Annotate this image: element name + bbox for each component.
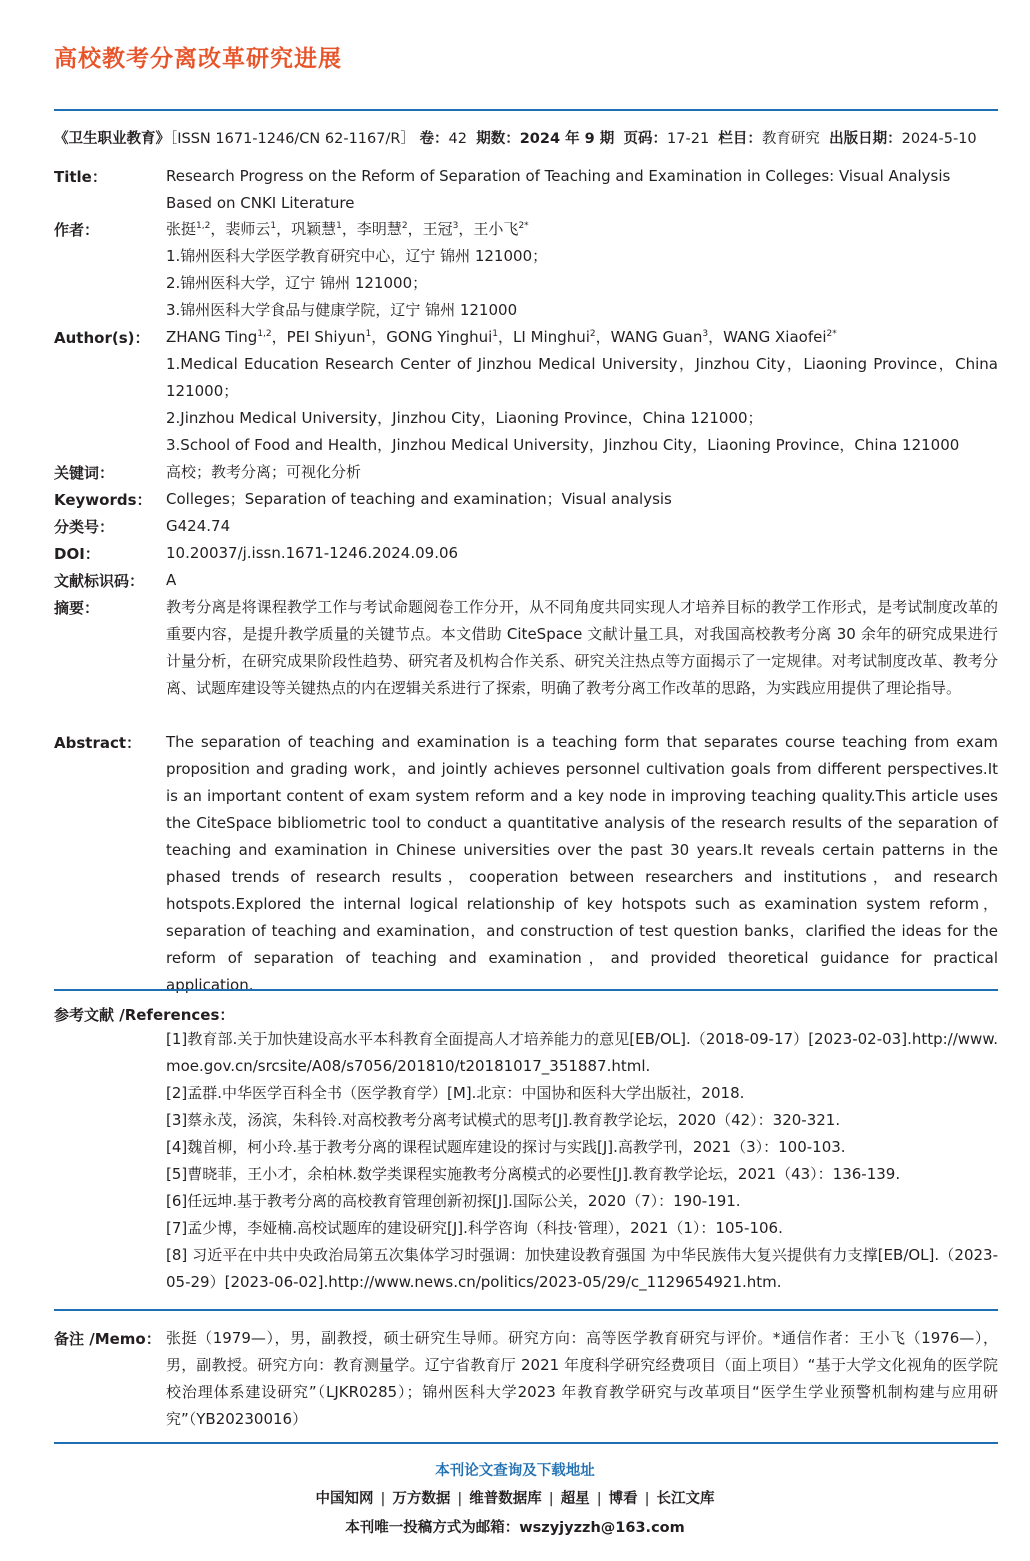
references-label: 参考文献 /References： [54,1006,235,1024]
reference-item: [1]教育部.关于加快建设高水平本科教育全面提高人才培养能力的意见[EB/OL].（2018-09-17）[2023-02-03].http://www.moe.gov.cn/srcsite/A08/s7056/201810/t20181017_351887.html. [166,1030,998,1075]
authors-cn: 张挺$^{1,2}$，裴师云$^1$，巩颖慧$^1$，李明慧$^2$，王冠$^3$，王小飞$^{2*}$ [166,220,529,238]
database-link[interactable]: 中国知网 [315,1491,374,1507]
doi-link[interactable]: 10.20037/j.issn.1671-1246.2024.09.06 [166,544,459,562]
database-link[interactable]: 维普数据库 [469,1491,542,1507]
field-label: Author(s)： [54,329,150,347]
reference-item: [4]魏首柳，柯小玲.基于教考分离的课程试题库建设的探讨与实践[J].高教学刊，2021（3）：100-103. [166,1138,846,1156]
author-affiliation-mark: 2 [401,221,408,231]
field-label: 文献标识码： [54,572,145,590]
keywords-cn: 高校；教考分离；可视化分析 [166,463,362,481]
link-separator: | [457,1491,463,1507]
date-label: 出版日期： [829,131,902,147]
author-name: 李明慧 [356,220,402,238]
author-name: GONG Yinghui [386,328,493,346]
field-label: Keywords： [54,491,152,509]
field-keywords-en [54,486,998,513]
reference-item: [8] 习近平在中共中央政治局第五次集体学习时强调：加快建设教育强国 为中华民族伟大复兴提供有力支撑[EB/OL].（2023-05-29）[2023-06-02].http://www.news.cn/politics/2023-05/29/c_1129654921.htm. [166,1246,998,1291]
field-keywords-cn [54,459,998,486]
pages-value: 17-21 [667,131,710,147]
footer-title: 本刊论文查询及下载地址 [435,1463,595,1479]
affiliation-en: 1.Medical Education Research Center of Jinzhou Medical University，Jinzhou City，Liaoning Province，China 121000； [166,355,998,400]
author-name: WANG Guan [610,328,703,346]
database-link[interactable]: 博看 [608,1491,638,1507]
author-affiliation-mark: 3 [702,329,709,339]
affiliation-cn: 3.锦州医科大学食品与健康学院，辽宁 锦州 121000 [166,301,518,319]
pages-label: 页码： [623,131,668,147]
footer-email: 本刊唯一投稿方式为邮箱：wszyjyzzh@163.com [345,1520,685,1536]
abstract-cn: 教考分离是将课程教学工作与考试命题阅卷工作分开，从不同角度共同实现人才培养目标的教学工作形式，是考试制度改革的重要内容，是提升教学质量的关键节点。本文借助 CiteSpace 文献计量工具，对我国高校教考分离 30 余年的研究成果进行计量分析，在研究成果阶段性趋势、研究者及机构合作关系、研究关注热点等方面揭示了一定规律。对考试制度改革、教考分离、试题库建设等关键热点的内在逻辑关系进行了探索，明确了教考分离工作改革的思路，为实践应用提供了理论指导。 [166,598,998,697]
author-affiliation-mark: 3 [452,221,459,231]
author-name: 张挺 [166,220,197,238]
issue-value: 2024 年 9 期 [519,131,615,147]
classification: G424.74 [166,517,231,535]
field-title-en [54,163,998,217]
author-name: ZHANG Ting [166,328,258,346]
database-link[interactable]: 长江文库 [656,1491,715,1507]
author-affiliation-mark: 2* [518,221,529,231]
author-affiliation-mark: 2* [826,329,837,339]
affiliation-en: 2.Jinzhou Medical University，Jinzhou City，Liaoning Province，China 121000； [166,409,763,427]
field-label: Title： [54,168,107,186]
author-affiliation-mark: 1 [336,221,342,231]
author-name: 王小飞 [473,220,519,238]
field-label: DOI： [54,545,100,563]
footer-divider [54,1442,998,1444]
journal-info-line [54,127,998,148]
reference-item: [5]曹晓菲，王小才，余柏林.数学类课程实施教考分离模式的必要性[J].教育教学论坛，2021（43）：136-139. [166,1165,901,1183]
author-name: 王冠 [422,220,453,238]
affiliation-en: 3.School of Food and Health，Jinzhou Medical University，Jinzhou City，Liaoning Province，China 121000 [166,436,960,454]
references-divider [54,989,998,991]
memo-label: 备注 /Memo： [54,1330,161,1348]
database-link[interactable]: 超星 [560,1491,590,1507]
volume-label: 卷： [419,131,449,147]
field-label: Abstract： [54,734,142,752]
field-authors-cn [54,216,998,324]
field-abstract-cn [54,594,998,702]
field-label: 关键词： [54,464,115,482]
date-value: 2024-5-10 [901,131,977,147]
references-section [54,1001,998,1296]
abstract-en: The separation of teaching and examination is a teaching form that separates course teaching from exam proposition and grading work，and jointly achieves personnel cultivation goals from different perspectives.It is an important content of exam system reform and a key node in improving teaching quality.This article uses the CiteSpace bibliometric tool to conduct a quantitative analysis of the research results of the separation of teaching and examination in Chinese universities over the past 30 years.It reveals certain patterns in the phased trends of research results，cooperation between researchers and institutions，and research hotspots.Explored the internal logical relationship of key hotspots such as examination system reform，separation of teaching and examination，and construction of test question banks，clarified the ideas for the reform of separation of teaching and examination，and provided theoretical guidance for practical application. [166,733,998,994]
link-separator: | [596,1491,602,1507]
author-affiliation-mark: 1 [270,221,277,231]
reference-item: [6]任远坤.基于教考分离的高校教育管理创新初探[J].国际公关，2020（7）：190-191. [166,1192,741,1210]
author-name: WANG Xiaofei [723,328,827,346]
article-title: 高校教考分离改革研究进展 [54,46,342,72]
author-name: LI Minghui [513,328,590,346]
field-doi [54,540,998,567]
field-label: 分类号： [54,518,115,536]
field-authors-en [54,324,998,459]
reference-item: [7]孟少博，李娅楠.高校试题库的建设研究[J].科学咨询（科技·管理），2021（1）：105-106. [166,1219,783,1237]
memo-text: 张挺（1979—），男，副教授，硕士研究生导师。研究方向：高等医学教育研究与评价。*通信作者：王小飞（1976—），男，副教授。研究方向：教育测量学。辽宁省教育厅 2021 年度科学研究经费项目（面上项目）“基于大学文化视角的医学院校治理体系建设研究”（LJKR0285）；锦州医科大学2023 年教育教学研究与改革项目“医学生学业预警机制构建与应用研究”（YB20230016） [166,1329,998,1428]
affiliation-cn: 2.锦州医科大学，辽宁 锦州 121000； [166,274,428,292]
issue-label: 期数： [476,131,520,147]
reference-item: [3]蔡永茂，汤滨，朱科铃.对高校教考分离考试模式的思考[J].教育教学论坛，2020（42）：320-321. [166,1111,841,1129]
field-classification [54,513,998,540]
author-affiliation-mark: 1 [492,329,499,339]
database-link[interactable]: 万方数据 [392,1491,451,1507]
field-label: 作者： [54,221,100,239]
column-value: 教育研究 [761,131,820,147]
link-separator: | [380,1491,386,1507]
author-name: 裴师云 [225,220,271,238]
memo-divider [54,1309,998,1311]
field-label: 摘要： [54,599,100,617]
author-affiliation-mark: 1,2 [196,221,211,231]
column-label: 栏目： [718,131,762,147]
field-abstract-en [54,729,998,999]
footer-database-links [0,1487,1030,1508]
field-doc-id [54,567,998,594]
author-affiliation-mark: 1,2 [257,329,272,339]
journal-name: 《卫生职业教育》 [54,131,170,147]
link-separator: | [548,1491,554,1507]
volume-value: 42 [448,131,467,147]
issn: ［ISSN 1671-1246/CN 62-1167/R］ [170,131,415,147]
keywords-en: Colleges；Separation of teaching and examination；Visual analysis [166,490,672,508]
author-name: 巩颖慧 [291,220,337,238]
doc-id: A [166,571,177,589]
authors-en: ZHANG Ting$^{1,2}$，PEI Shiyun$^1$，GONG Yinghui$^1$，LI Minghui$^2$，WANG Guan$^3$，WANG Xiaofei$^{2*}$ [166,328,837,346]
link-separator: | [644,1491,650,1507]
title-en: Research Progress on the Reform of Separation of Teaching and Examination in Colleges: Visual Analysis Based on CNKI Literature [166,167,951,212]
top-divider [54,109,998,111]
memo-section [54,1325,998,1433]
author-affiliation-mark: 1 [365,329,372,339]
affiliation-cn: 1.锦州医科大学医学教育研究中心，辽宁 锦州 121000； [166,247,548,265]
reference-item: [2]孟群.中华医学百科全书（医学教育学）[M].北京：中国协和医科大学出版社，2018. [166,1084,745,1102]
author-affiliation-mark: 2 [589,329,596,339]
author-name: PEI Shiyun [286,328,366,346]
